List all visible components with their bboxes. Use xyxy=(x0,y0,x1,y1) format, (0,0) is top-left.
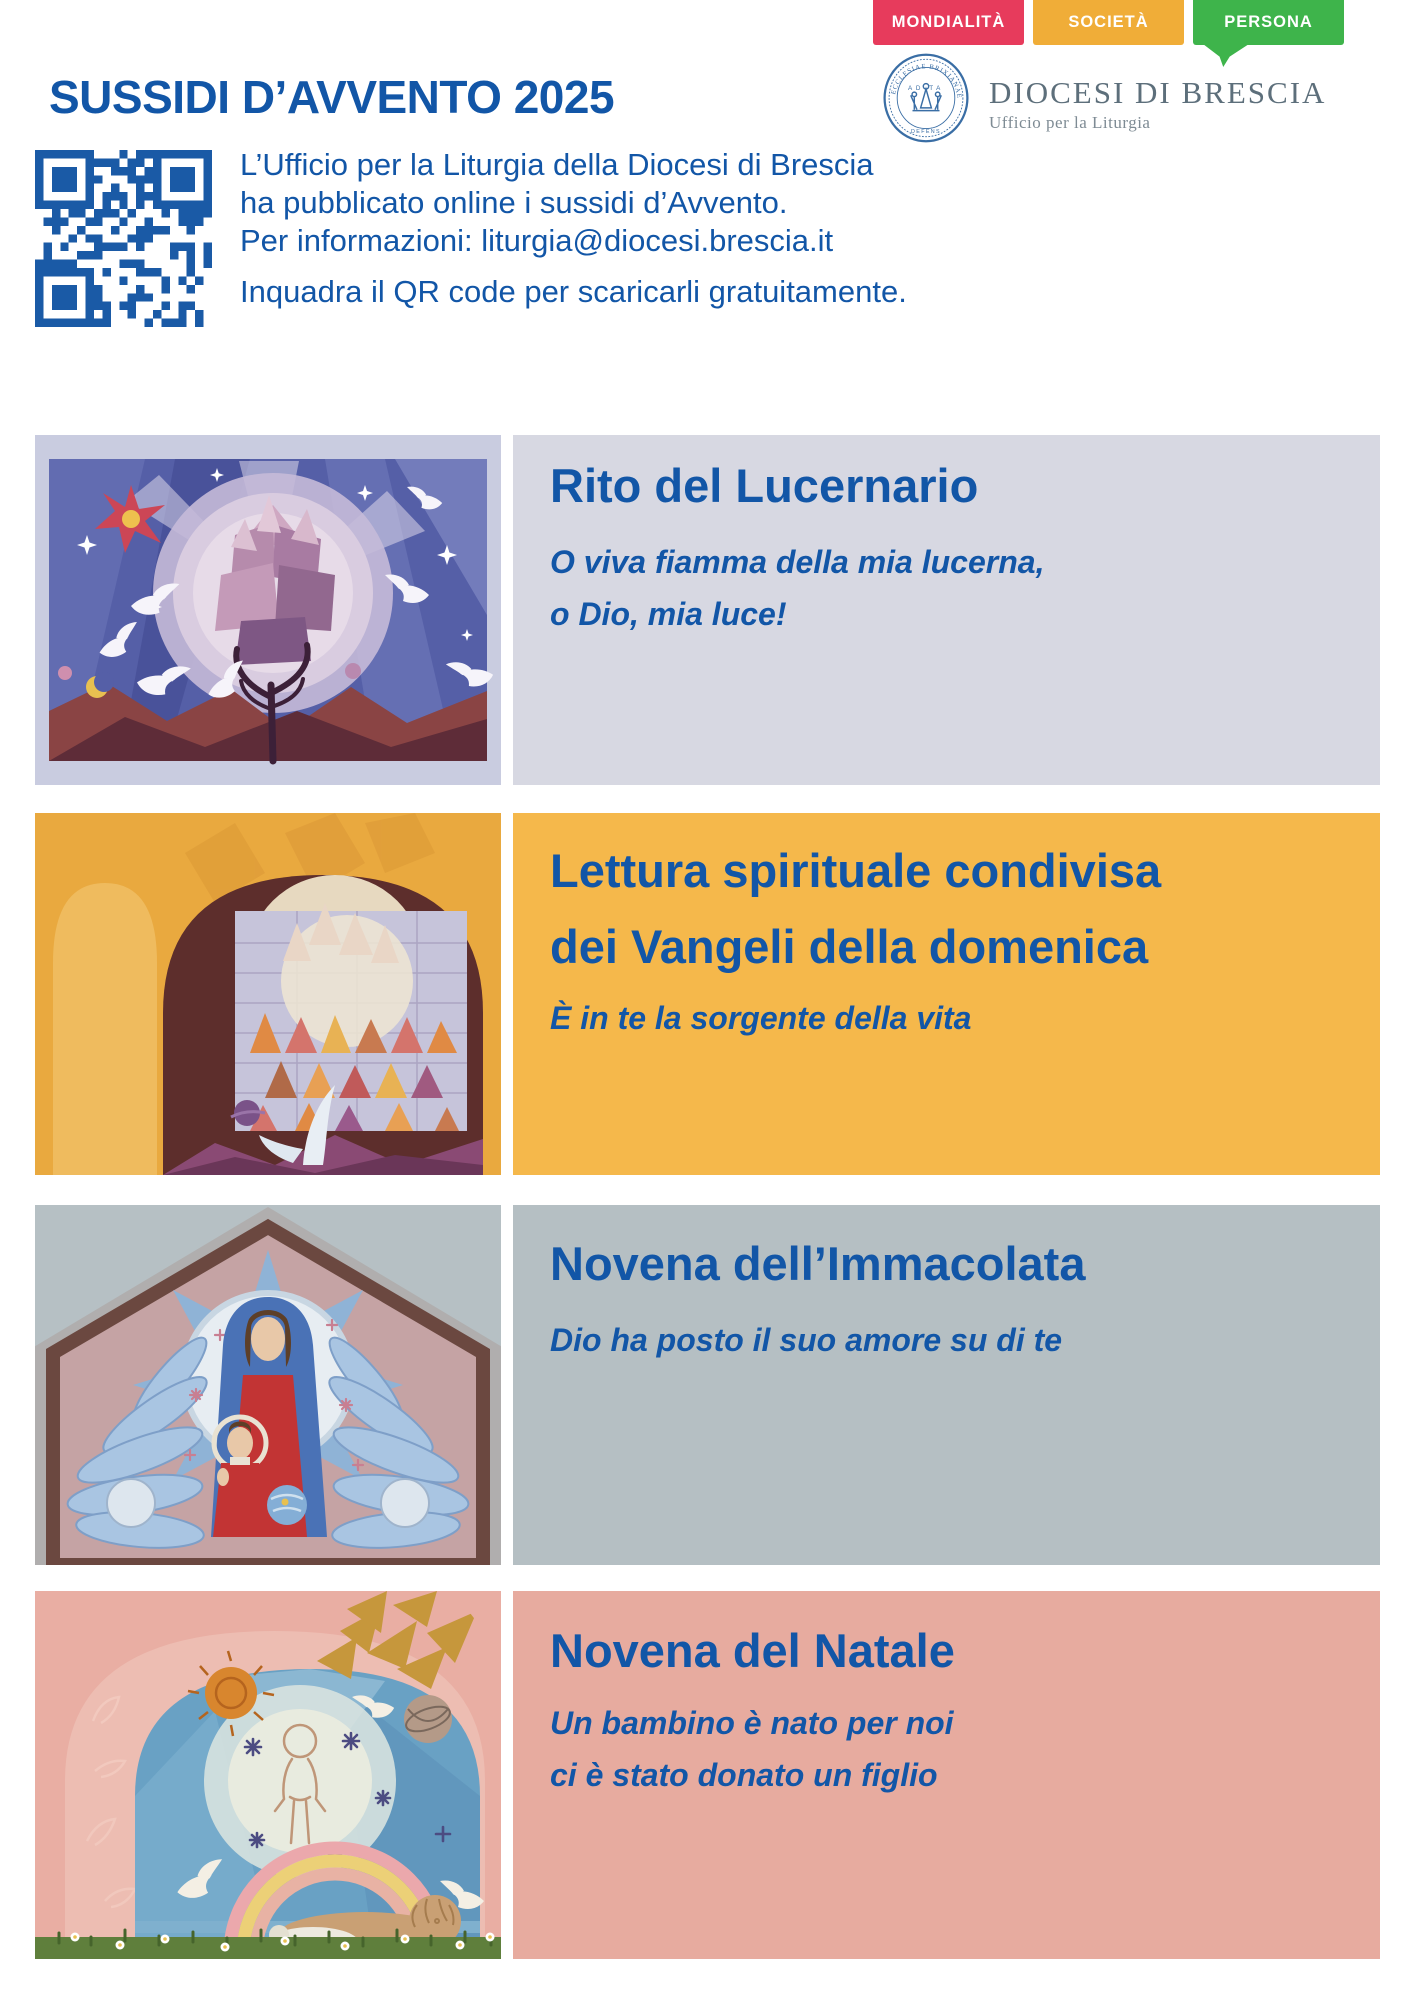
card-subtitle xyxy=(550,992,1380,1044)
card-novena-immacolata xyxy=(35,1205,1380,1565)
card-panel xyxy=(513,435,1380,785)
card-subtitle xyxy=(550,536,1380,640)
card-title xyxy=(550,448,1380,524)
natale-artwork xyxy=(35,1591,501,1959)
seal-bottom-text: DEFENS xyxy=(911,129,941,136)
card-title-line: Lettura spirituale condivisa xyxy=(550,844,1162,897)
diocese-name-block xyxy=(989,76,1326,133)
lucernario-artwork xyxy=(35,435,501,785)
card-panel xyxy=(513,1591,1380,1959)
intro-line: L’Ufficio per la Liturgia della Diocesi di Brescia xyxy=(240,147,874,182)
card-title-line: Novena del Natale xyxy=(550,1624,955,1677)
card-subtitle xyxy=(550,1314,1380,1366)
tab-label: PERSONA xyxy=(1224,13,1313,31)
card-subtitle-line: ci è stato donato un figlio xyxy=(550,1757,938,1793)
svg-text:ECCLESIAE BRIXIANAE xyxy=(890,63,962,99)
card-title xyxy=(550,1226,1380,1302)
diocese-name: DIOCESI DI BRESCIA xyxy=(989,75,1327,110)
category-tabs xyxy=(873,0,1344,45)
page-title: SUSSIDI D’AVVENTO 2025 xyxy=(49,71,615,123)
diocese-logo xyxy=(881,52,1326,144)
intro-text xyxy=(240,146,1100,311)
card-title-line: dei Vangeli della domenica xyxy=(550,920,1149,973)
immacolata-artwork xyxy=(35,1205,501,1565)
qr-code xyxy=(35,150,212,327)
painting-golden-arch-stained-glass xyxy=(35,813,501,1175)
seal-inner-text: AD TA xyxy=(908,84,944,92)
card-rito-del-lucernario xyxy=(35,435,1380,785)
card-subtitle-line: Dio ha posto il suo amore su di te xyxy=(550,1322,1063,1358)
card-subtitle xyxy=(550,1697,1380,1801)
card-panel xyxy=(513,813,1380,1175)
card-subtitle-line: o Dio, mia luce! xyxy=(550,596,787,632)
tab-societa[interactable] xyxy=(1033,0,1184,45)
card-title xyxy=(550,833,1380,985)
tab-mondialita[interactable] xyxy=(873,0,1024,45)
card-subtitle-line: Un bambino è nato per noi xyxy=(550,1705,954,1741)
card-lettura-spirituale xyxy=(35,813,1380,1175)
diocese-seal-icon xyxy=(881,52,971,144)
painting-radiant-city-with-doves xyxy=(35,435,501,785)
qr-cta-line: Inquadra il QR code per scaricarli gratuitamente. xyxy=(240,274,907,309)
tab-persona[interactable] xyxy=(1193,0,1344,45)
card-panel xyxy=(513,1205,1380,1565)
diocese-office: Ufficio per la Liturgia xyxy=(989,113,1151,133)
lettura-artwork xyxy=(35,813,501,1175)
card-title xyxy=(550,1613,1380,1689)
intro-line: ha pubblicato online i sussidi d’Avvento. xyxy=(240,185,788,220)
seal-arc-text: ECCLESIAE BRIXIANAE xyxy=(890,63,963,100)
card-subtitle-line: O viva fiamma della mia lucerna, xyxy=(550,544,1045,580)
intro-line-email: Per informazioni: liturgia@diocesi.brescia.it xyxy=(240,223,834,258)
card-novena-natale xyxy=(35,1591,1380,1959)
tab-label: MONDIALITÀ xyxy=(891,13,1006,31)
painting-nativity-child-rainbow xyxy=(35,1591,501,1959)
painting-madonna-with-child-and-angels xyxy=(35,1205,501,1565)
tab-label: SOCIETÀ xyxy=(1068,13,1149,31)
card-title-line: Rito del Lucernario xyxy=(550,459,979,512)
card-subtitle-line: È in te la sorgente della vita xyxy=(550,1000,972,1036)
card-title-line: Novena dell’Immacolata xyxy=(550,1237,1086,1290)
